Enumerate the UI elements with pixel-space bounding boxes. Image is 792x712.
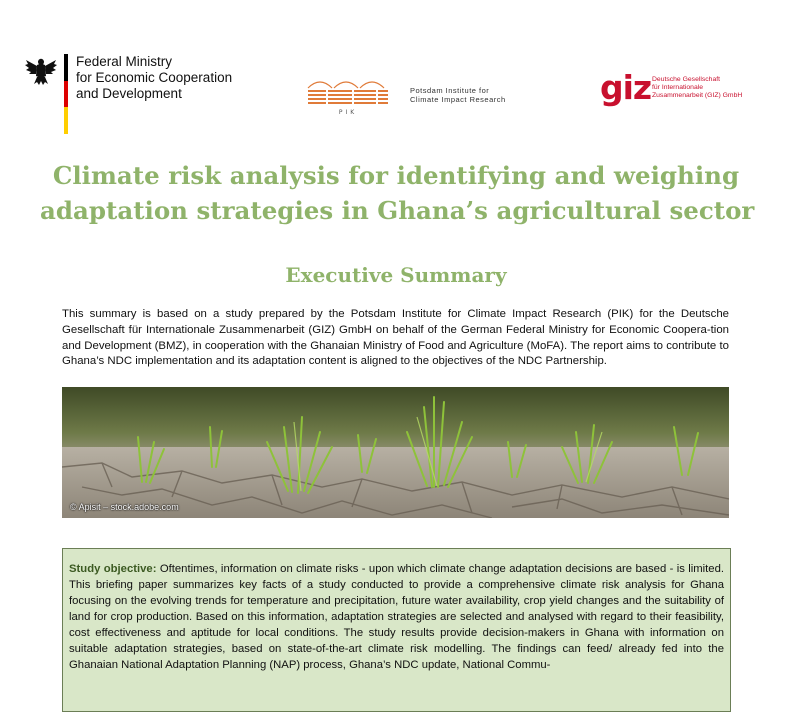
bmz-line: and Development: [76, 86, 182, 101]
pik-line: Climate Impact Research: [410, 95, 506, 104]
study-objective-label: Study objective:: [69, 563, 157, 575]
pik-name: [410, 86, 506, 104]
giz-wordmark: giz: [600, 68, 652, 107]
giz-name: [652, 76, 742, 100]
title-line: Climate risk analysis for identifying and weighing: [52, 161, 740, 190]
bmz-line: Federal Ministry: [76, 54, 173, 69]
bmz-line: for Economic Cooperation: [76, 70, 233, 85]
giz-line: Zusammenarbeit (GIZ) GmbH: [652, 92, 743, 99]
federal-eagle-icon: [24, 54, 58, 86]
document-header: [0, 0, 792, 140]
german-flag-bar: [64, 54, 68, 134]
intro-paragraph: This summary is based on a study prepared by the Potsdam Institute for Climate Impact Research (PIK) for the Deutsche Gesellschaft für Internationale Zusammenarbeit (GIZ) GmbH on behalf of the German Federal Ministry for Economic Coopera-tion and Development (BMZ), in cooperation with the Ghanaian Ministry of Food and Agriculture (MoFA). The report aims to contribute to Ghana’s NDC implementation and its adaptation content is aligned to the objectives of the NDC Partnership.: [62, 308, 729, 368]
study-objective-box: [62, 548, 731, 712]
document-title: [40, 158, 755, 228]
cracked-soil-seedlings-image: [62, 387, 729, 518]
study-objective-text: Oftentimes, information on climate risks - upon which climate change adaptation decisions are based - is limited. This briefing paper summarizes key facts of a study conducted to provide a comprehensive climate risk analysis for Ghana focusing on the evolving trends for temperature and precipitation, future water availability, crop yield changes and the suitability of land for crop production. Based on this information, adaptation strategies are selected and analysed with regard to their feasibility, cost effectiveness and aptitude for local conditions. The study results provide decision-makers in Ghana with information on suitable adaptation strategies, based on state-of-the-art climate risk modelling. The findings can feed/ already fed into the Ghanaian National Adaptation Planning (NAP) process, Ghana’s NDC update, National Commu-: [69, 563, 724, 671]
pik-logo-icon: [306, 74, 392, 116]
pik-line: Potsdam Institute for: [410, 86, 490, 95]
photo-credit: © Apisit – stock.adobe.com: [70, 502, 179, 512]
cover-photo: [62, 387, 729, 518]
bmz-name: [76, 54, 256, 102]
section-heading: Executive Summary: [285, 263, 507, 287]
giz-line: für Internationale: [652, 84, 704, 91]
giz-line: Deutsche Gesellschaft: [652, 76, 721, 83]
title-line: adaptation strategies in Ghana’s agricultural sector: [40, 196, 755, 225]
pik-logo-caption: PIK: [338, 109, 358, 116]
